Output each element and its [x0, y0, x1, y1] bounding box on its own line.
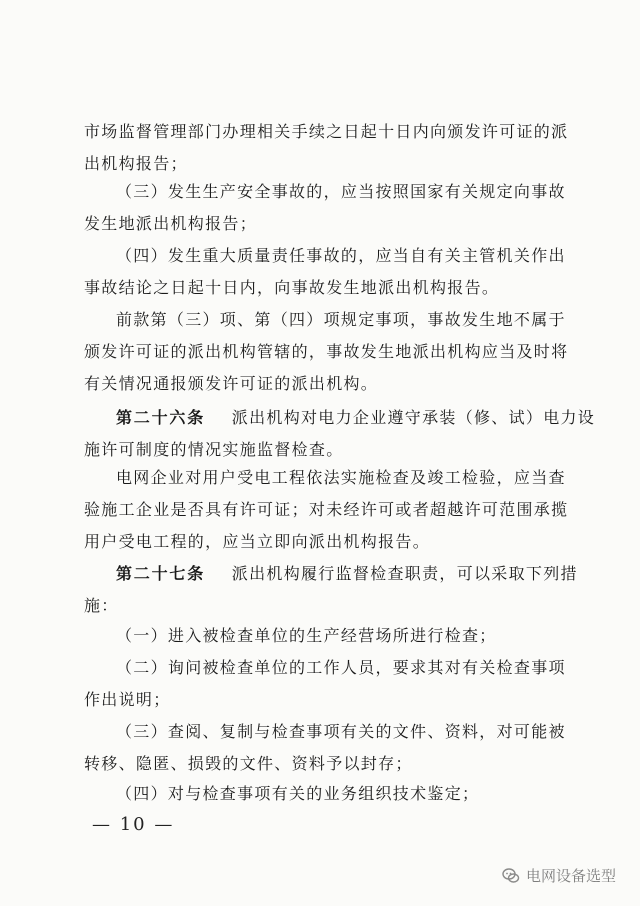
paragraph-line: 出机构报告；: [84, 154, 188, 173]
article-first-line: [84, 402, 596, 434]
paragraph-line: 电网企业对用户受电工程依法实施检查及竣工检验，应当查: [116, 468, 566, 487]
paragraph: [84, 462, 569, 558]
paragraph-line: 施许可制度的情况实施监督检查。: [84, 440, 344, 459]
paragraph-line: 验施工企业是否具有许可证；对未经许可或者超越许可范围承揽: [84, 500, 569, 519]
paragraph: [84, 304, 569, 400]
wechat-icon: [502, 867, 520, 885]
paragraph-line: 作出说明；: [84, 690, 171, 709]
paragraph-line: 用户受电工程的，应当立即向派出机构报告。: [84, 532, 431, 551]
paragraph-line: （三）查阅、复制与检查事项有关的文件、资料，对可能被: [116, 722, 566, 741]
paragraph-line: 前款第（三）项、第（四）项规定事项，事故发生地不属于: [116, 310, 566, 329]
paragraph-line: （三）发生生产安全事故的，应当按照国家有关规定向事故: [116, 182, 566, 201]
paragraph-line: 派出机构履行监督检查职责，可以采取下列措: [231, 564, 578, 583]
paragraph-line: （二）询问被检查单位的工作人员，要求其对有关检查事项: [116, 658, 566, 677]
paragraph-line: （四）对与检查事项有关的业务组织技术鉴定；: [116, 784, 480, 803]
paragraph-line: 市场监督管理部门办理相关手续之日起十日内向颁发许可证的派: [84, 122, 569, 141]
paragraph-line: （一）进入被检查单位的生产经营场所进行检查；: [116, 626, 497, 645]
article-title: 第二十六条: [116, 408, 206, 427]
paragraph: [84, 176, 564, 240]
paragraph: [84, 652, 564, 716]
paragraph-line: 事故结论之日起十日内，向事故发生地派出机构报告。: [84, 278, 500, 297]
paragraph: [84, 116, 569, 180]
paragraph-line: 施：: [84, 596, 119, 615]
paragraph-line: 发生地派出机构报告；: [84, 214, 258, 233]
paragraph: [84, 778, 564, 810]
paragraph: [84, 620, 564, 652]
article-first-line: [84, 558, 578, 590]
article-title: 第二十七条: [116, 564, 206, 583]
paragraph-line: （四）发生重大质量责任事故的，应当自有关主管机关作出: [116, 246, 566, 265]
paragraph: [84, 716, 564, 780]
paragraph-line: 派出机构对电力企业遵守承装（修、试）电力设: [231, 408, 596, 427]
page-number: — 10 —: [92, 814, 175, 835]
watermark: [502, 865, 616, 886]
paragraph: [84, 240, 564, 304]
article-paragraph: [84, 558, 578, 622]
article-paragraph: [84, 402, 596, 466]
paragraph-line: 有关情况通报颁发许可证的派出机构。: [84, 374, 379, 393]
paragraph-line: 颁发许可证的派出机构管辖的，事故发生地派出机构应当及时将: [84, 342, 569, 361]
paragraph-line: 转移、隐匿、损毁的文件、资料予以封存；: [84, 754, 413, 773]
watermark-text: 电网设备选型: [526, 867, 617, 885]
